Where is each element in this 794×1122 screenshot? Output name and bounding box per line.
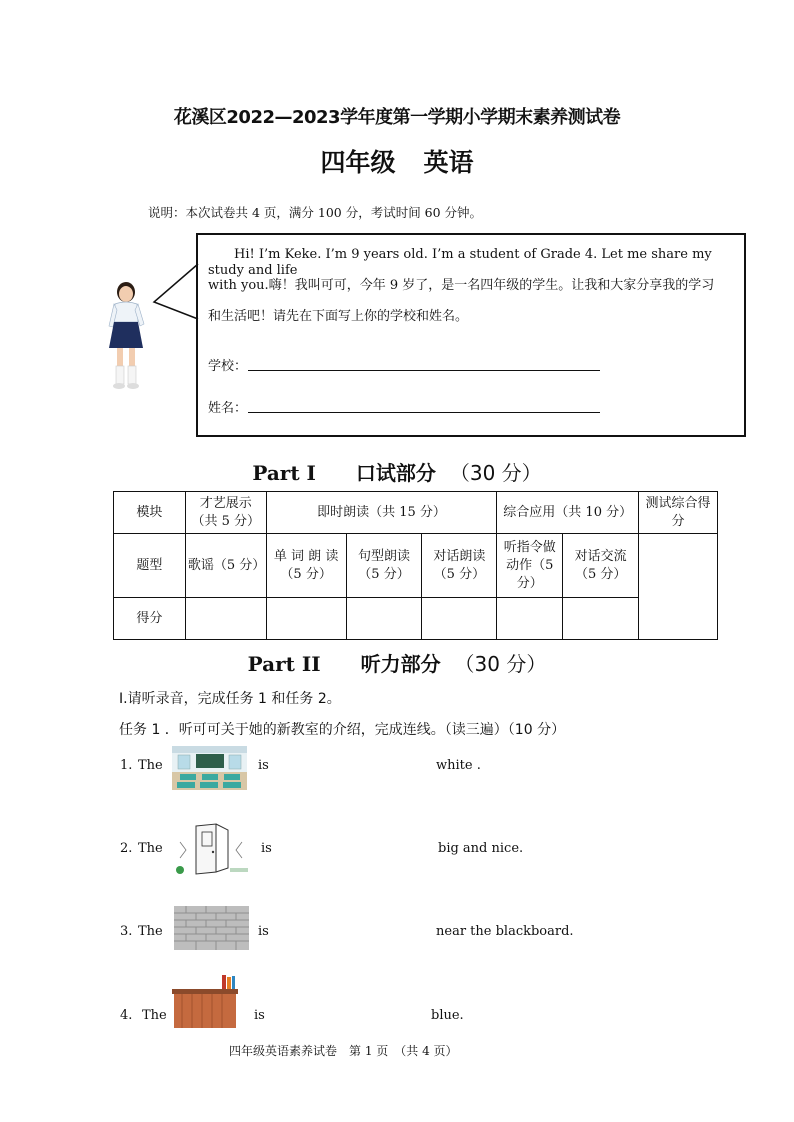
table-cell: 即时朗读（共 15 分） [266, 492, 497, 534]
wall-image[interactable] [174, 906, 249, 950]
score-cell[interactable] [185, 598, 266, 640]
item-4-number: 4. [120, 1008, 133, 1023]
table-cell: 句型朗读（5 分） [346, 534, 422, 598]
table-cell: 综合应用（共 10 分） [497, 492, 639, 534]
table-cell: 测试综合得分 [639, 492, 718, 534]
item-2-desc[interactable]: big and nice. [438, 841, 524, 856]
girl-illustration [100, 278, 152, 393]
score-cell[interactable] [497, 598, 563, 640]
part2-label: Part II [247, 652, 321, 676]
score-cell[interactable] [266, 598, 346, 640]
table-cell: 才艺展示（共 5 分） [185, 492, 266, 534]
item-2-word: The [138, 841, 163, 856]
part2-name: 听力部分 [360, 652, 441, 676]
task1-instruction: 任务 1 ．听可可关于她的新教室的介绍，完成连线。（读三遍）（10 分） [119, 722, 566, 738]
item-3-number: 3. [120, 924, 133, 939]
exam-note: 说明：本次试卷共 4 页，满分 100 分，考试时间 60 分钟。 [148, 205, 483, 220]
part2-score: （30 分） [454, 652, 547, 676]
exam-subtitle [0, 143, 794, 179]
part1-label: Part I [252, 461, 316, 485]
item-1-number: 1. [120, 758, 133, 773]
desk-image[interactable] [172, 975, 240, 1028]
part2-title [0, 648, 794, 677]
score-cell[interactable] [422, 598, 497, 640]
exam-title: 花溪区2022—2023学年度第一学期小学期末素养测试卷 [173, 107, 621, 128]
item-2-number: 2. [120, 841, 133, 856]
item-4-word: The [142, 1008, 167, 1023]
item-1-desc[interactable]: white . [436, 758, 481, 773]
table-cell: 模块 [114, 492, 186, 534]
bubble-pointer [150, 262, 200, 322]
item-4-verb: is [254, 1008, 265, 1023]
speech-bubble [196, 233, 746, 437]
oral-score-table [113, 491, 718, 640]
table-cell: 听指令做动作（5 分） [497, 534, 563, 598]
part1-name: 口试部分 [355, 461, 436, 485]
item-1-word: The [138, 758, 163, 773]
item-2-verb: is [261, 841, 272, 856]
intro-line-2: with you.嗨！我叫可可，今年 9 岁了，是一名四年级的学生。让我和大家分享我的学习 [208, 278, 715, 293]
item-3-word: The [138, 924, 163, 939]
total-score-cell[interactable] [639, 534, 718, 640]
item-3-verb: is [258, 924, 269, 939]
table-cell: 对话朗读（5 分） [422, 534, 497, 598]
intro-line-3: 和生活吧！请先在下面写上你的学校和姓名。 [208, 309, 469, 324]
table-cell: 题型 [114, 534, 186, 598]
page-footer: 四年级英语素养试卷 第 1 页 （共 4 页） [229, 1044, 458, 1058]
table-cell: 对话交流（5 分） [563, 534, 639, 598]
subject-label: 英语 [423, 148, 474, 177]
table-cell: 单 词 朗 读（5 分） [266, 534, 346, 598]
listening-instruction: Ⅰ.请听录音，完成任务 1 和任务 2。 [119, 691, 341, 707]
school-label: 学校： [208, 359, 248, 374]
door-image[interactable] [172, 822, 250, 876]
name-input-line[interactable] [248, 412, 600, 413]
classroom-image[interactable] [172, 746, 247, 790]
school-input-line[interactable] [248, 370, 600, 371]
score-cell[interactable] [563, 598, 639, 640]
part1-title [0, 457, 794, 486]
item-1-verb: is [258, 758, 269, 773]
name-label: 姓名： [208, 401, 248, 416]
table-cell: 歌谣（5 分） [185, 534, 266, 598]
item-4-desc[interactable]: blue. [431, 1008, 464, 1023]
score-cell[interactable] [346, 598, 422, 640]
part1-score: （30 分） [449, 461, 542, 485]
table-cell: 得分 [114, 598, 186, 640]
grade-label: 四年级 [320, 148, 396, 177]
intro-line-1: Hi! I’m Keke. I’m 9 years old. I’m a student of Grade 4. Let me share my study and life [208, 247, 712, 278]
item-3-desc[interactable]: near the blackboard. [436, 924, 574, 939]
